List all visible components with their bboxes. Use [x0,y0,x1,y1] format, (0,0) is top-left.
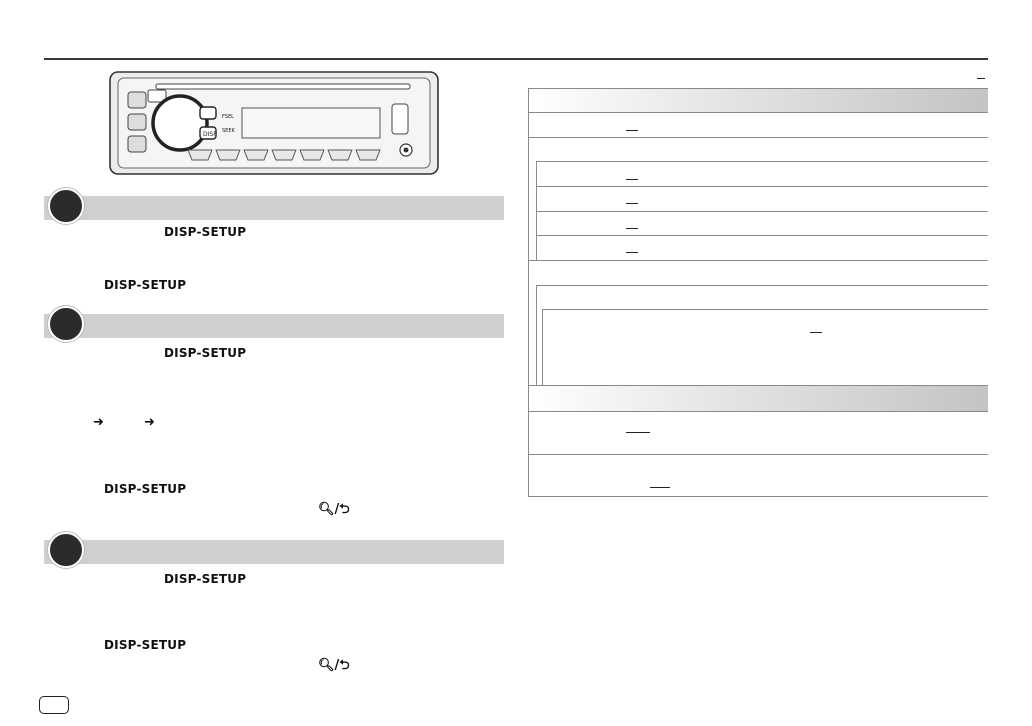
svg-text:FSEL: FSEL [222,114,234,120]
default-marker [626,432,650,433]
disp-key-label: DISP [203,131,217,138]
step-1-marker [48,188,84,224]
default-marker [626,179,638,180]
default-marker [626,252,638,253]
default-marker [626,130,638,131]
search-back-icon: 🔍︎/⮌ [318,658,350,673]
default-marker [650,487,670,488]
disp-setup-key-label: DISP-SETUP [164,346,247,360]
default-marker [810,332,822,333]
disp-setup-key-label: DISP-SETUP [164,572,247,586]
table-section-header [528,88,988,112]
table-section-header [528,385,988,411]
default-marker [626,228,638,229]
disp-setup-key-label: DISP-SETUP [104,278,187,292]
disp-setup-key-label: DISP-SETUP [104,482,187,496]
right-arrow-icon: ➜ [93,415,104,430]
search-back-icon: 🔍︎/⮌ [318,502,350,517]
page-number-badge [39,696,69,714]
step-2-marker [48,306,84,342]
default-marker [626,203,638,204]
step-3-marker [48,532,84,568]
right-arrow-icon: ➜ [144,415,155,430]
svg-text:SEEK: SEEK [222,128,235,134]
default-marker [977,78,985,79]
step-1-bar [44,196,504,220]
settings-table [528,60,988,500]
disp-setup-key-label: DISP-SETUP [164,225,247,239]
step-3-bar [44,540,504,564]
disp-setup-key-label: DISP-SETUP [104,638,187,652]
car-stereo-panel-illustration [108,70,440,176]
step-2-bar [44,314,504,338]
